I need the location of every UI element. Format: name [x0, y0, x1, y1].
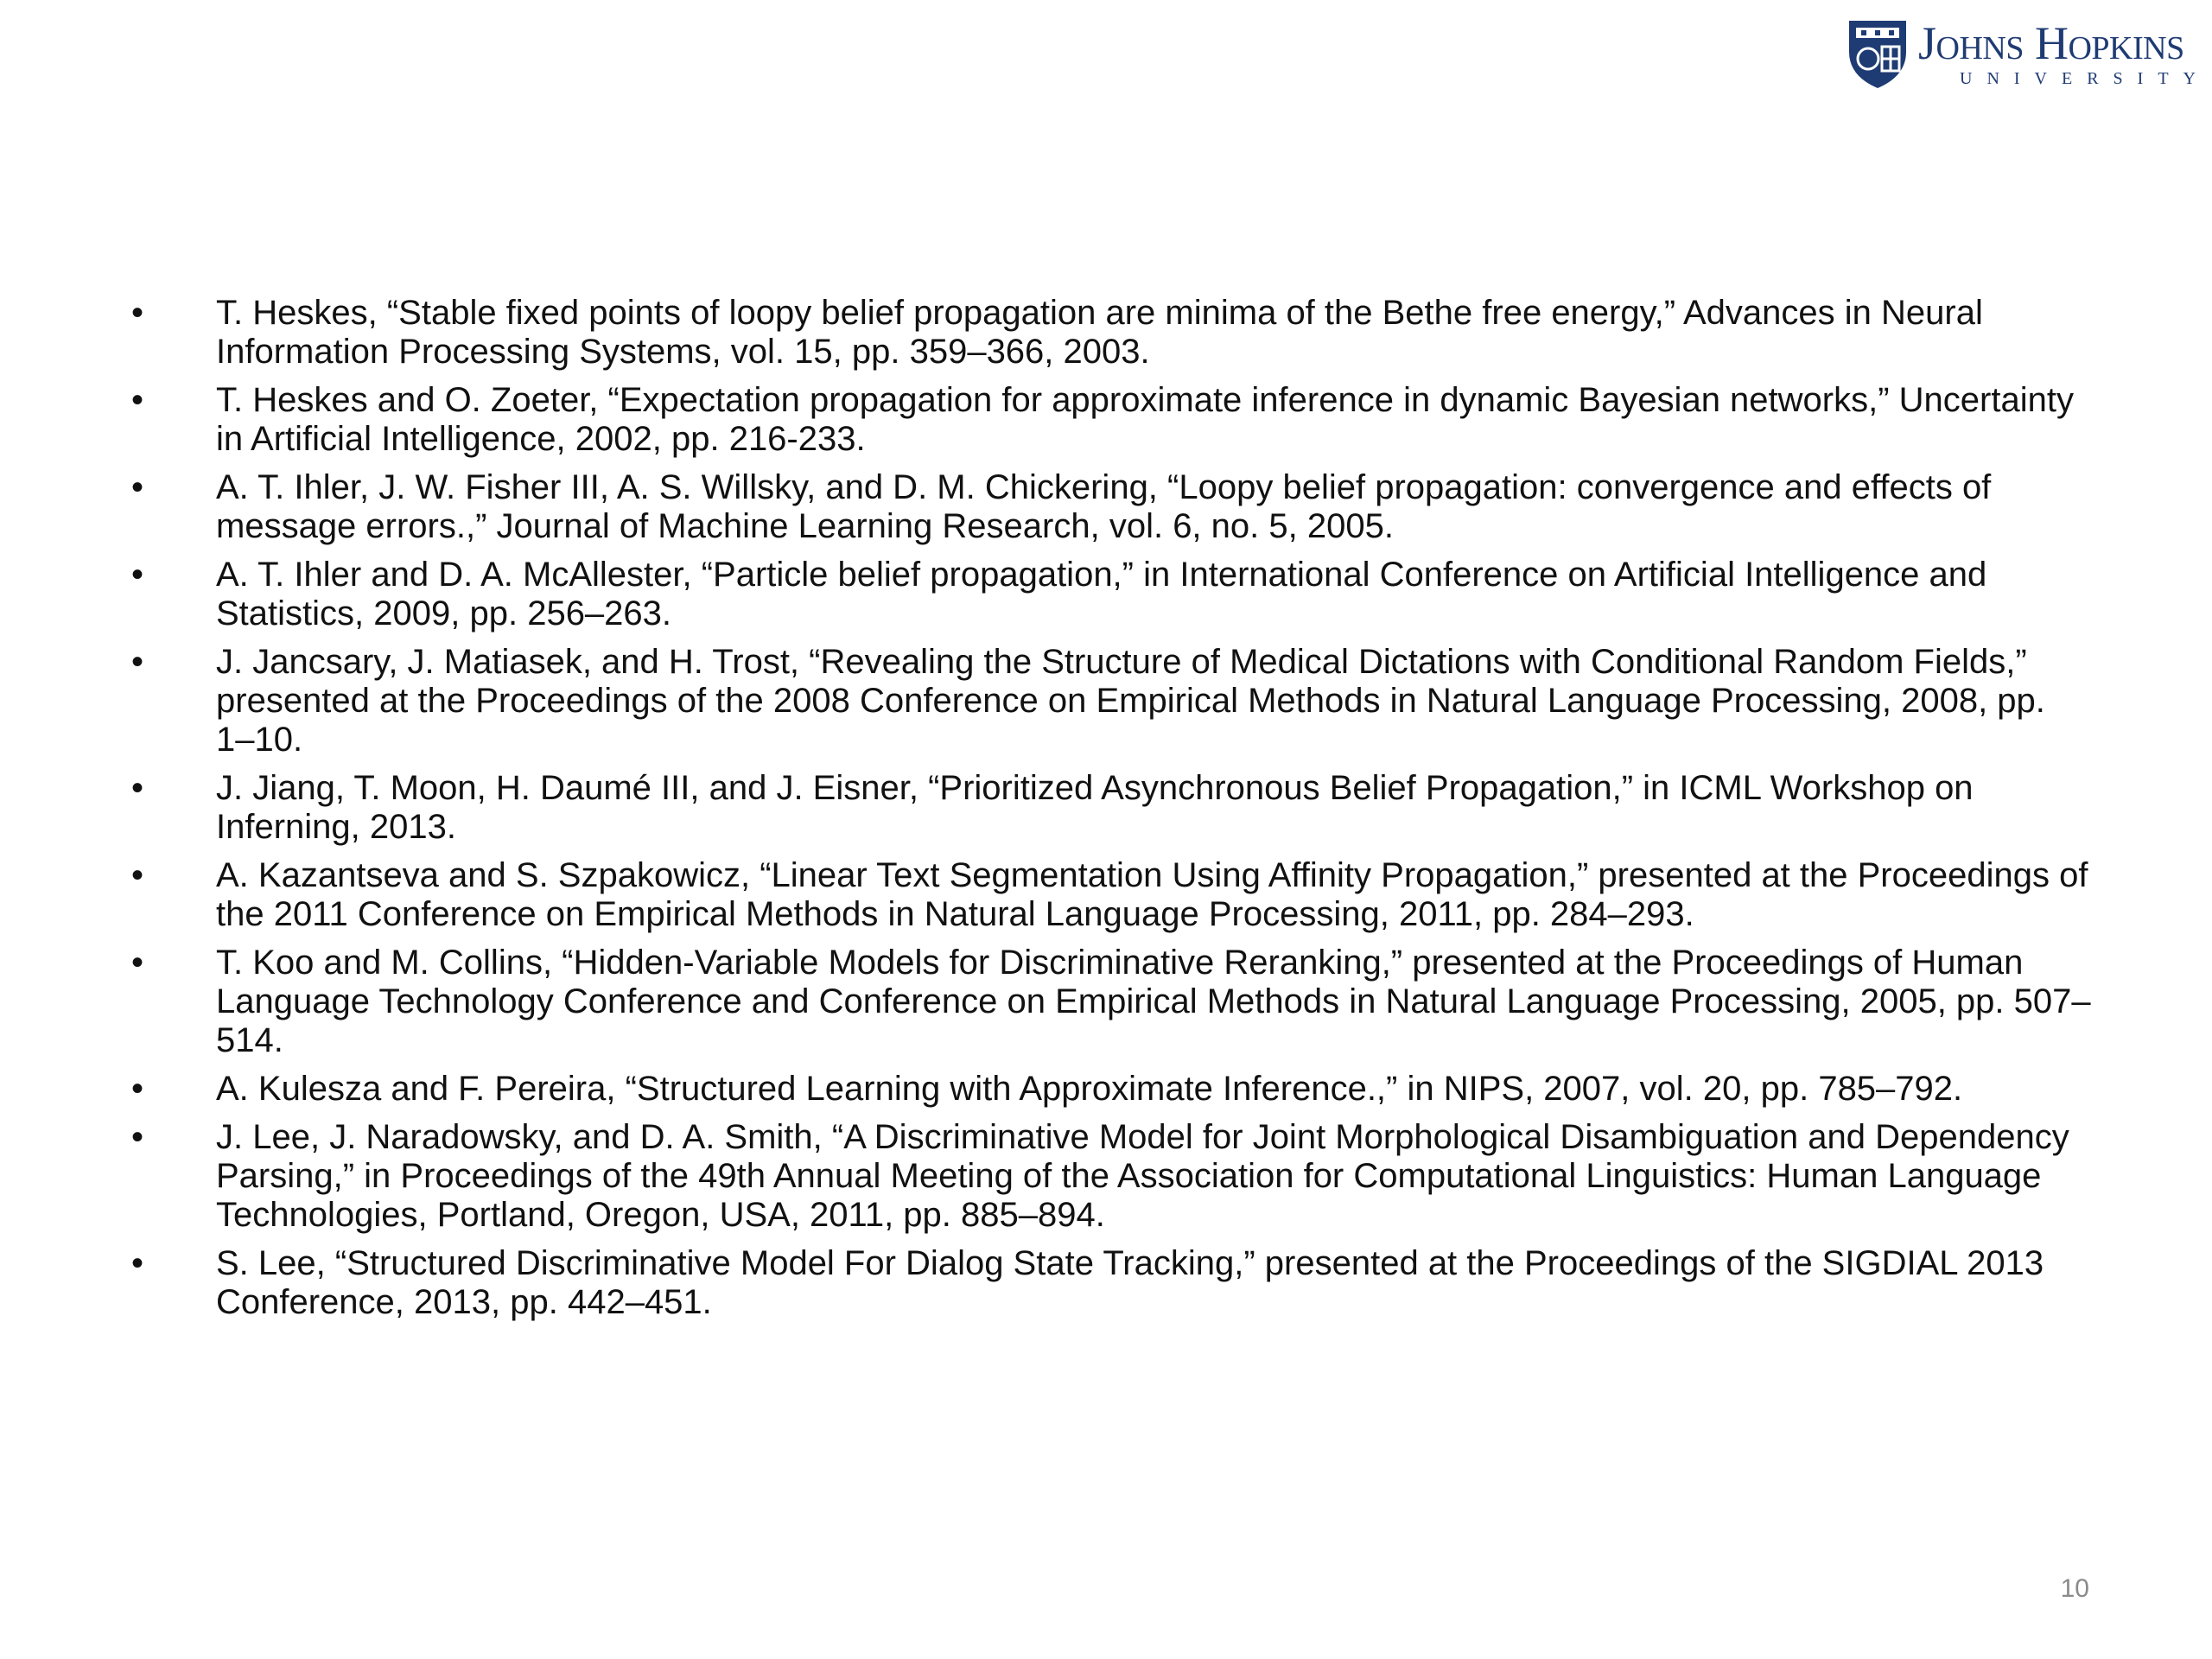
reference-item	[130, 1244, 2091, 1322]
bullet: •	[131, 856, 144, 894]
page-number: 10	[2060, 1574, 2089, 1603]
reference-item	[130, 294, 2091, 372]
reference-text: J. Lee, J. Naradowsky, and D. A. Smith, “A Discriminative Model for Joint Morphological Disambiguation and Dependency Parsing,” in Proceedings of the 49th Annual Meeting of the Association for Computational Linguistics: Human Language Technologies, Portland, Oregon, USA, 2011, pp. 885–894.	[216, 1118, 2069, 1234]
reference-text: T. Koo and M. Collins, “Hidden-Variable Models for Discriminative Reranking,” presented at the Proceedings of Human Language Technology Conference and Conference on Empirical Methods in Natural Language Processing, 2005, pp. 507–514.	[216, 944, 2091, 1059]
reference-item	[130, 944, 2091, 1060]
reference-item	[130, 856, 2091, 934]
reference-item	[130, 1118, 2091, 1235]
reference-text: A. T. Ihler, J. W. Fisher III, A. S. Willsky, and D. M. Chickering, “Loopy belief propagation: convergence and effects of message errors.,” Journal of Machine Learning Research, vol. 6, no. 5, 2005.	[216, 468, 1992, 545]
university-shield-icon	[1844, 16, 1911, 90]
reference-text: A. T. Ihler and D. A. McAllester, “Particle belief propagation,” in International Conference on Artificial Intelligence and Statistics, 2009, pp. 256–263.	[216, 556, 1987, 632]
bullet: •	[131, 556, 144, 594]
reference-text: J. Jiang, T. Moon, H. Daumé III, and J. Eisner, “Prioritized Asynchronous Belief Propagation,” in ICML Workshop on Inferning, 2013.	[216, 769, 1974, 846]
bullet: •	[131, 1070, 144, 1108]
reference-item	[130, 468, 2091, 546]
bullet: •	[131, 294, 144, 332]
bullet: •	[131, 643, 144, 681]
reference-item	[130, 1070, 2091, 1109]
bullet: •	[131, 381, 144, 419]
logo-subtitle: UNIVERSITY	[1960, 69, 2210, 88]
logo-name: Johns Hopkins	[1918, 17, 2184, 69]
reference-text: A. Kulesza and F. Pereira, “Structured Learning with Approximate Inference.,” in NIPS, 2007, vol. 20, pp. 785–792.	[216, 1070, 1963, 1108]
reference-text: J. Jancsary, J. Matiasek, and H. Trost, “Revealing the Structure of Medical Dictations with Conditional Random Fields,” presented at the Proceedings of the 2008 Conference on Empirical Methods in Natural Language Processing, 2008, pp. 1–10.	[216, 643, 2045, 759]
reference-list	[130, 294, 2091, 1332]
reference-text: T. Heskes, “Stable fixed points of loopy belief propagation are minima of the Bethe free energy,” Advances in Neural Information Processing Systems, vol. 15, pp. 359–366, 2003.	[216, 294, 1983, 371]
university-logo	[1844, 16, 2212, 92]
reference-item	[130, 643, 2091, 760]
bullet: •	[131, 468, 144, 506]
bullet: •	[131, 944, 144, 982]
reference-item	[130, 556, 2091, 633]
reference-item	[130, 769, 2091, 847]
reference-text: T. Heskes and O. Zoeter, “Expectation propagation for approximate inference in dynamic Bayesian networks,” Uncertainty in Artificial Intelligence, 2002, pp. 216-233.	[216, 381, 2074, 458]
bullet: •	[131, 1118, 144, 1156]
reference-text: S. Lee, “Structured Discriminative Model For Dialog State Tracking,” presented at the Proceedings of the SIGDIAL 2013 Conference, 2013, pp. 442–451.	[216, 1244, 2044, 1321]
bullet: •	[131, 769, 144, 807]
bullet: •	[131, 1244, 144, 1282]
reference-item	[130, 381, 2091, 459]
reference-text: A. Kazantseva and S. Szpakowicz, “Linear Text Segmentation Using Affinity Propagation,” presented at the Proceedings of the 2011 Conference on Empirical Methods in Natural Language Processing, 2011, pp. 284–293.	[216, 856, 2088, 933]
